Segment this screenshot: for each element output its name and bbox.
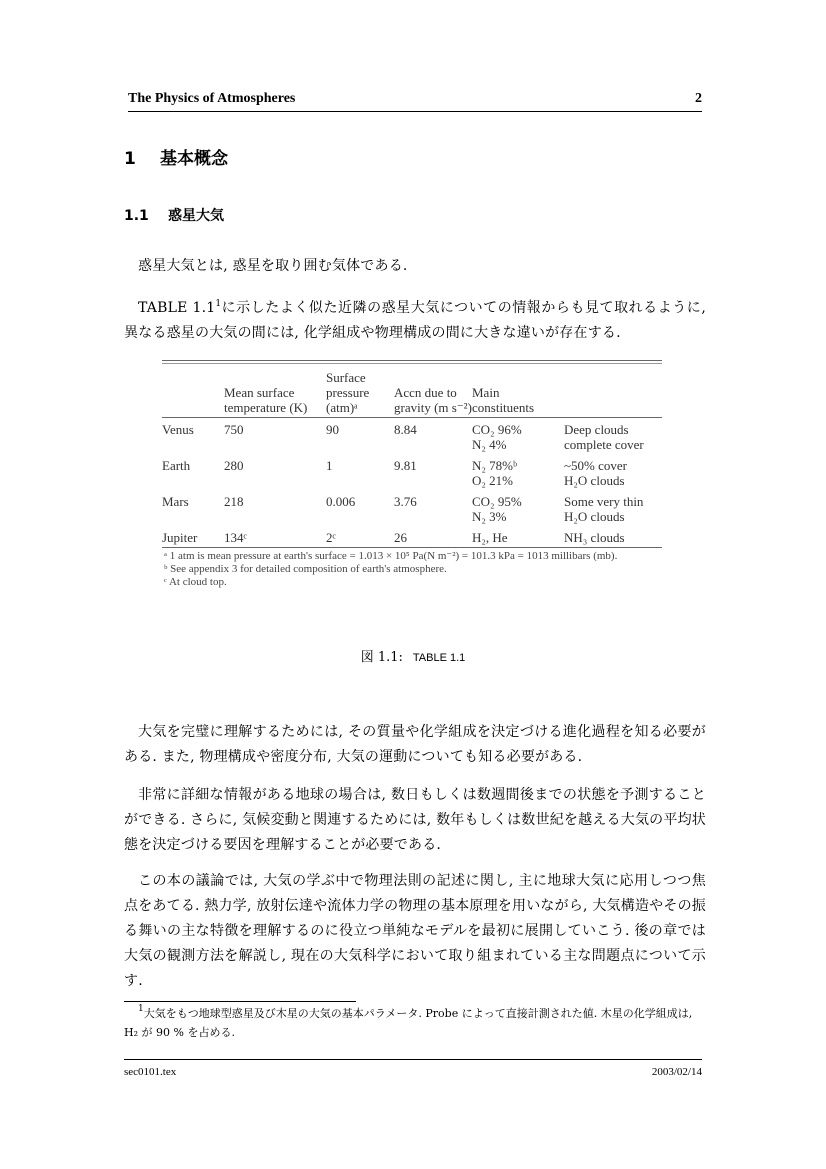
pressure-cell: 1: [326, 458, 333, 473]
constituents-cell: CO₂ 95% N₂ 3%: [472, 494, 522, 524]
subsection-title: 惑星大気: [168, 208, 224, 224]
pressure-cell: 90: [326, 422, 339, 437]
planet-table-figure: [162, 358, 662, 589]
gravity-cell: 26: [394, 526, 472, 548]
table-note: ᵃ 1 atm is mean pressure at earth's surface = 1.013 × 10⁵ Pa(N m⁻²) = 101.3 kPa = 1013 millibars (mb).: [164, 550, 618, 562]
temperature-cell: 750: [224, 422, 244, 437]
paragraph-2-text: に示したよく似た近隣の惑星大気についての情報からも見て取れるように, 異なる惑星の大気の間には, 化学組成や物理構成の間に大きな違いが存在する.: [124, 300, 706, 341]
temperature-cell: 218: [224, 494, 244, 509]
paragraph-4: 非常に詳細な情報がある地球の場合は, 数日もしくは数週間後までの状態を予測することができる. さらに, 気候変動と関連するためには, 数年もしくは数世紀を越える大気の平均状態を決定づける要因を理解することが必要である.: [124, 787, 706, 853]
paragraph-1: 惑星大気とは, 惑星を取り囲む気体である.: [138, 258, 408, 274]
pressure-cell: 0.006: [326, 494, 356, 509]
table-header-cell: Mean surface temperature (K): [224, 370, 326, 418]
paragraph-3: 大気を完璧に理解するためには, その質量や化学組成を決定づける進化過程を知る必要がある. また, 物理構成や密度分布, 大気の運動についても知る必要がある.: [124, 724, 706, 765]
footnote: [124, 1004, 706, 1042]
table-header-cell: [162, 370, 224, 418]
gravity-cell: 8.84: [394, 422, 417, 437]
header-page-number: 2: [695, 91, 702, 106]
footnote-marker: 1: [215, 299, 222, 309]
section-number: 1: [124, 149, 136, 169]
constituents-cell: H₂, He: [472, 526, 564, 548]
clouds-cell: Deep clouds complete cover: [564, 422, 644, 452]
section-title: 基本概念: [160, 149, 228, 169]
clouds-cell: ~50% cover H₂O clouds: [564, 458, 627, 488]
table-top-rule: [162, 360, 662, 361]
table-header-row: [162, 370, 662, 418]
table-header-cell: Accn due to gravity (m s⁻²): [394, 370, 472, 418]
table-header-cell: Main constituents: [472, 370, 564, 418]
caption-label: 図 1.1:: [360, 650, 403, 665]
footnote-rule: [124, 1001, 356, 1002]
paragraph-5: この本の議論では, 大気の学ぶ中で物理法則の記述に関し, 主に地球大気に応用しつつ焦点をあてる. 熱力学, 放射伝達や流体力学の物理の基本原理を用いながら, 大気構造やその振る舞いの主な特徴を理解するのに役立つ単純なモデルを最初に展開していこう. 後の章では大気の観測方法を解説し, 現在の大気科学において取り組まれている主な問題点について示す.: [124, 873, 706, 989]
table-note: ᶜ At cloud top.: [164, 576, 227, 588]
pressure-cell: 2ᶜ: [326, 526, 394, 548]
table-row: [162, 490, 662, 526]
planet-cell: Earth: [162, 458, 191, 473]
planet-cell: Venus: [162, 422, 194, 437]
footnote-text: 大気をもつ地球型惑星及び木星の大気の基本パラメータ. Probe によって直接計測された値. 木星の化学組成は, H₂ が 90 % を占める.: [124, 1007, 693, 1039]
gravity-cell: 9.81: [394, 458, 417, 473]
planet-cell: Mars: [162, 494, 189, 509]
table-header-cell: Surface pressure (atm)ᵃ: [326, 370, 394, 418]
constituents-cell: CO₂ 96% N₂ 4%: [472, 422, 522, 452]
footnote-number: 1: [138, 1004, 144, 1014]
temperature-cell: 280: [224, 458, 244, 473]
page-footer: [124, 1059, 702, 1080]
paragraph-2: [124, 296, 706, 346]
running-header: [128, 91, 702, 112]
table-row: [162, 454, 662, 490]
constituents-cell: N₂ 78%ᵇ O₂ 21%: [472, 458, 518, 488]
figure-caption: [0, 646, 826, 665]
section-heading: [124, 144, 228, 169]
table-reference: TABLE 1.1: [138, 300, 216, 316]
footer-date: 2003/02/14: [651, 1066, 702, 1078]
subsection-number: 1.1: [124, 208, 149, 224]
table-notes: [162, 550, 662, 589]
clouds-cell: Some very thin H₂O clouds: [564, 494, 644, 524]
gravity-cell: 3.76: [394, 494, 417, 509]
table-header-cell: [564, 370, 662, 418]
planet-cell: Jupiter: [162, 526, 224, 548]
table-top-rule-2: [162, 363, 662, 364]
table-note: ᵇ See appendix 3 for detailed composition of earth's atmosphere.: [164, 563, 447, 575]
planet-table: [162, 370, 662, 548]
caption-text: TABLE 1.1: [412, 652, 466, 664]
temperature-cell: 134ᶜ: [224, 526, 326, 548]
table-row: [162, 418, 662, 455]
table-row: [162, 526, 662, 548]
subsection-heading: [124, 205, 224, 225]
header-title: The Physics of Atmospheres: [128, 91, 296, 106]
clouds-cell: NH₃ clouds: [564, 526, 662, 548]
footer-filename: sec0101.tex: [124, 1066, 177, 1078]
